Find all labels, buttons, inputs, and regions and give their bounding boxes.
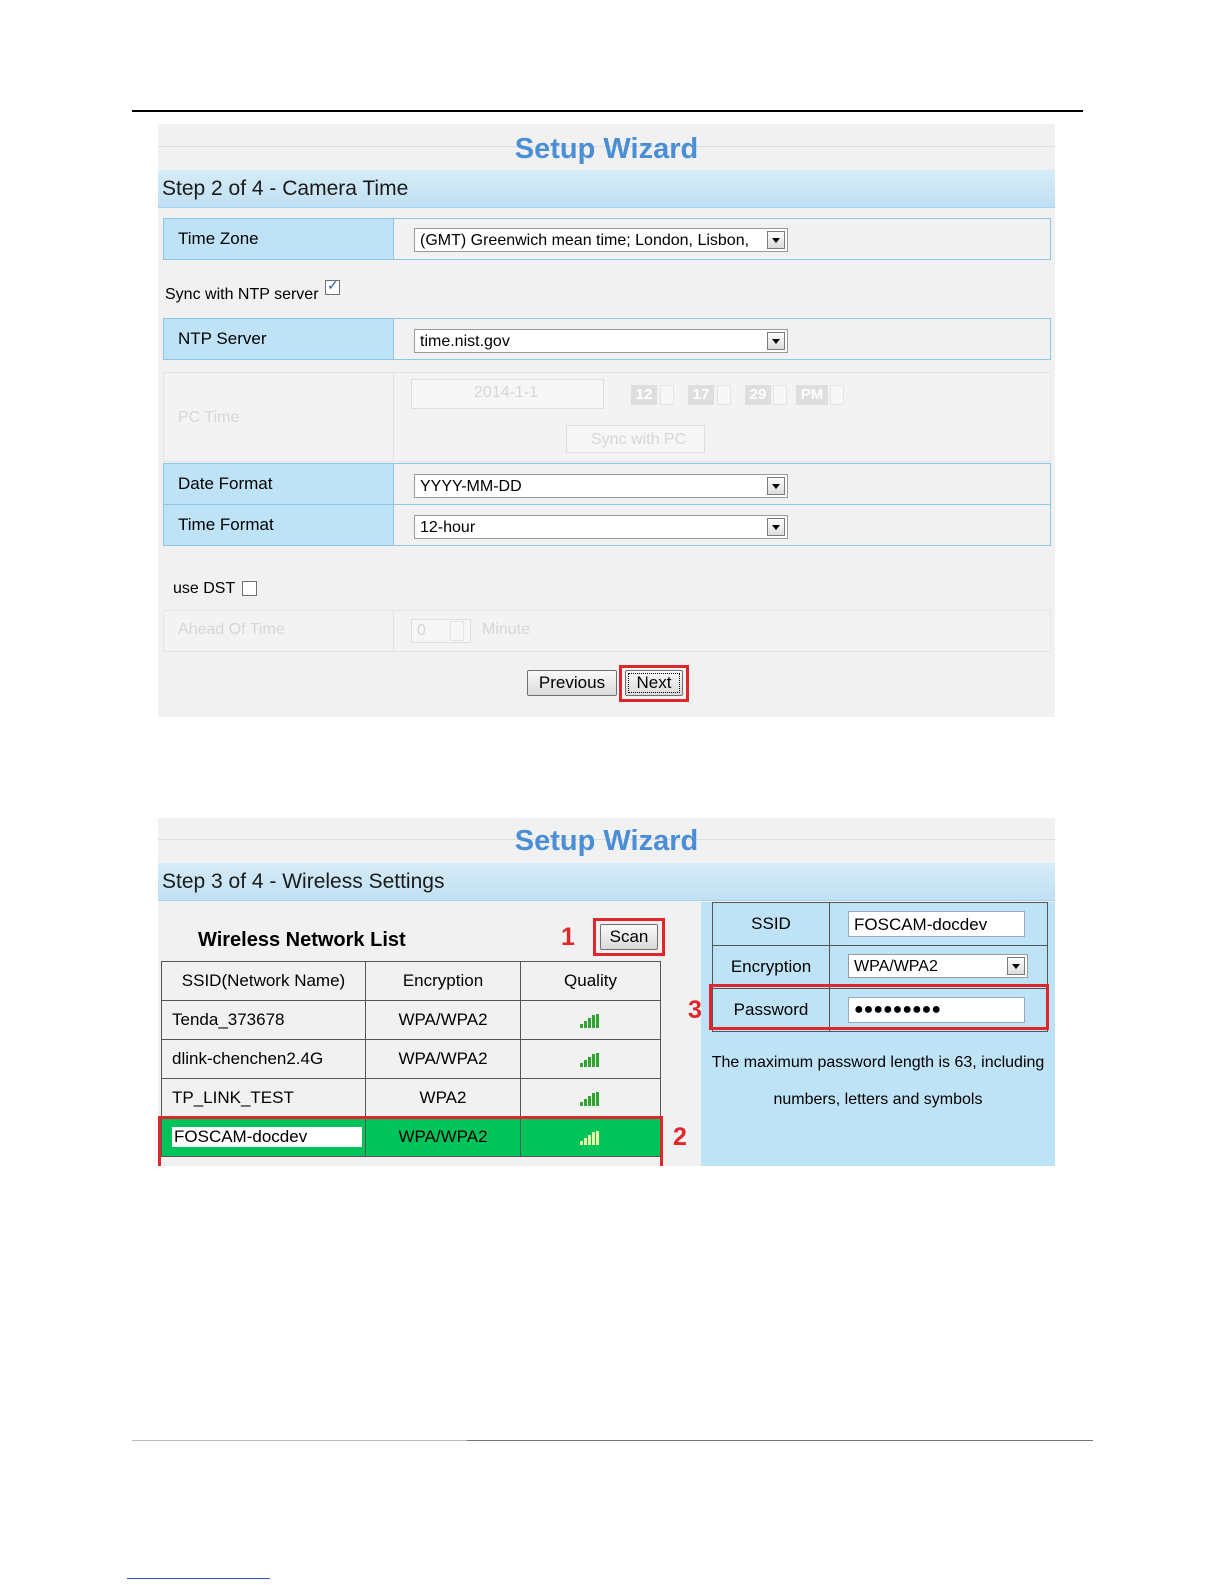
time-zone-row [163, 218, 1051, 260]
date-format-row [163, 463, 1051, 505]
pc-hour-value[interactable]: 12 [631, 385, 657, 405]
footer-link-underline [127, 1578, 270, 1579]
minute-unit: Minute [482, 621, 531, 638]
ntp-server-select[interactable]: time.nist.gov [414, 329, 788, 353]
password-label: Password [713, 989, 830, 1032]
pc-date-input[interactable]: 2014-1-1 [411, 379, 604, 409]
previous-button[interactable]: Previous [527, 670, 617, 696]
chevron-down-icon[interactable] [830, 385, 844, 405]
chevron-down-icon [450, 621, 464, 641]
ahead-of-time-select[interactable]: 0 [411, 619, 471, 643]
password-highlight [709, 984, 1049, 1030]
ssid-cell: Tenda_373678 [162, 1001, 366, 1040]
chevron-down-icon[interactable] [717, 385, 731, 405]
chevron-down-icon [767, 477, 785, 495]
pc-time-label: PC Time [178, 409, 240, 426]
ntp-server-row [163, 318, 1051, 360]
table-row[interactable] [162, 1040, 661, 1079]
next-highlight [619, 665, 689, 702]
step-title: Step 2 of 4 - Camera Time [162, 177, 409, 200]
step-header [158, 863, 1055, 901]
callout-1: 1 [561, 923, 575, 951]
password-note: The maximum password length is 63, including numbers, letters and symbols [711, 1054, 1045, 1108]
wireless-list-title: Wireless Network List [198, 929, 406, 951]
quality-cell [521, 1079, 661, 1118]
time-zone-select[interactable]: (GMT) Greenwich mean time; London, Lisbon, [414, 228, 788, 252]
pc-ampm-value[interactable]: PM [796, 385, 828, 405]
sync-with-pc-button[interactable]: Sync with PC [566, 425, 705, 453]
time-format-label: Time Format [178, 515, 274, 534]
encryption-cell: WPA/WPA2 [366, 1040, 521, 1079]
ssid-cell: dlink-chenchen2.4G [162, 1040, 366, 1079]
ntp-server-label: NTP Server [178, 329, 267, 348]
signal-icon [580, 1014, 602, 1028]
callout-2: 2 [673, 1123, 687, 1151]
page-top-rule [132, 110, 1083, 112]
pc-minute-value[interactable]: 17 [688, 385, 714, 405]
scan-highlight [593, 918, 665, 956]
ahead-of-time-row [163, 610, 1051, 652]
encryption-label: Encryption [713, 946, 830, 989]
password-input[interactable]: ●●●●●●●●● [848, 997, 1025, 1023]
quality-cell [521, 1040, 661, 1079]
callout-3: 3 [688, 996, 702, 1024]
time-format-row [163, 504, 1051, 546]
table-row[interactable] [162, 1079, 661, 1118]
selected-network-highlight [158, 1116, 663, 1166]
chevron-down-icon [767, 231, 785, 249]
step-title: Step 3 of 4 - Wireless Settings [162, 870, 445, 893]
chevron-down-icon [1007, 957, 1025, 975]
wireless-settings-pane [701, 902, 1055, 1166]
table-header-row [162, 962, 661, 1001]
ahead-of-time-label: Ahead Of Time [178, 621, 285, 638]
camera-time-wizard [158, 124, 1055, 717]
chevron-down-icon[interactable] [660, 385, 674, 405]
time-zone-label: Time Zone [178, 229, 259, 248]
encryption-cell: WPA2 [366, 1079, 521, 1118]
time-format-select[interactable]: 12-hour [414, 515, 788, 539]
use-dst-checkbox[interactable] [242, 581, 257, 596]
step-header [158, 170, 1055, 208]
date-format-label: Date Format [178, 474, 273, 493]
pc-time-row [163, 372, 1051, 462]
col-quality-header: Quality [521, 962, 661, 1001]
sync-ntp-label: Sync with NTP server [165, 286, 319, 303]
table-row[interactable] [162, 1001, 661, 1040]
encryption-select[interactable]: WPA/WPA2 [848, 954, 1028, 978]
ssid-cell: TP_LINK_TEST [162, 1079, 366, 1118]
next-button[interactable]: Next [625, 670, 683, 696]
signal-icon [580, 1053, 602, 1067]
quality-cell [521, 1001, 661, 1040]
wizard-title: Setup Wizard [514, 825, 699, 857]
ssid-cell: FOSCAM-docdev [162, 1118, 366, 1157]
wizard-title: Setup Wizard [514, 133, 699, 165]
chevron-down-icon[interactable] [773, 385, 787, 405]
ssid-input[interactable]: FOSCAM-docdev [848, 911, 1025, 937]
chevron-down-icon [767, 332, 785, 350]
sync-ntp-checkbox[interactable] [325, 280, 340, 295]
date-format-select[interactable]: YYYY-MM-DD [414, 474, 788, 498]
chevron-down-icon [767, 518, 785, 536]
use-dst-label: use DST [173, 580, 236, 597]
encryption-cell: WPA/WPA2 [366, 1001, 521, 1040]
signal-icon [580, 1092, 602, 1106]
encryption-cell: WPA/WPA2 [366, 1118, 521, 1157]
col-ssid-header: SSID(Network Name) [162, 962, 366, 1001]
pc-second-value[interactable]: 29 [745, 385, 771, 405]
scan-button[interactable]: Scan [600, 924, 658, 950]
wireless-wizard [158, 818, 1055, 1166]
col-encryption-header: Encryption [366, 962, 521, 1001]
page-bottom-rule [132, 1440, 1093, 1441]
ssid-label: SSID [713, 903, 830, 946]
